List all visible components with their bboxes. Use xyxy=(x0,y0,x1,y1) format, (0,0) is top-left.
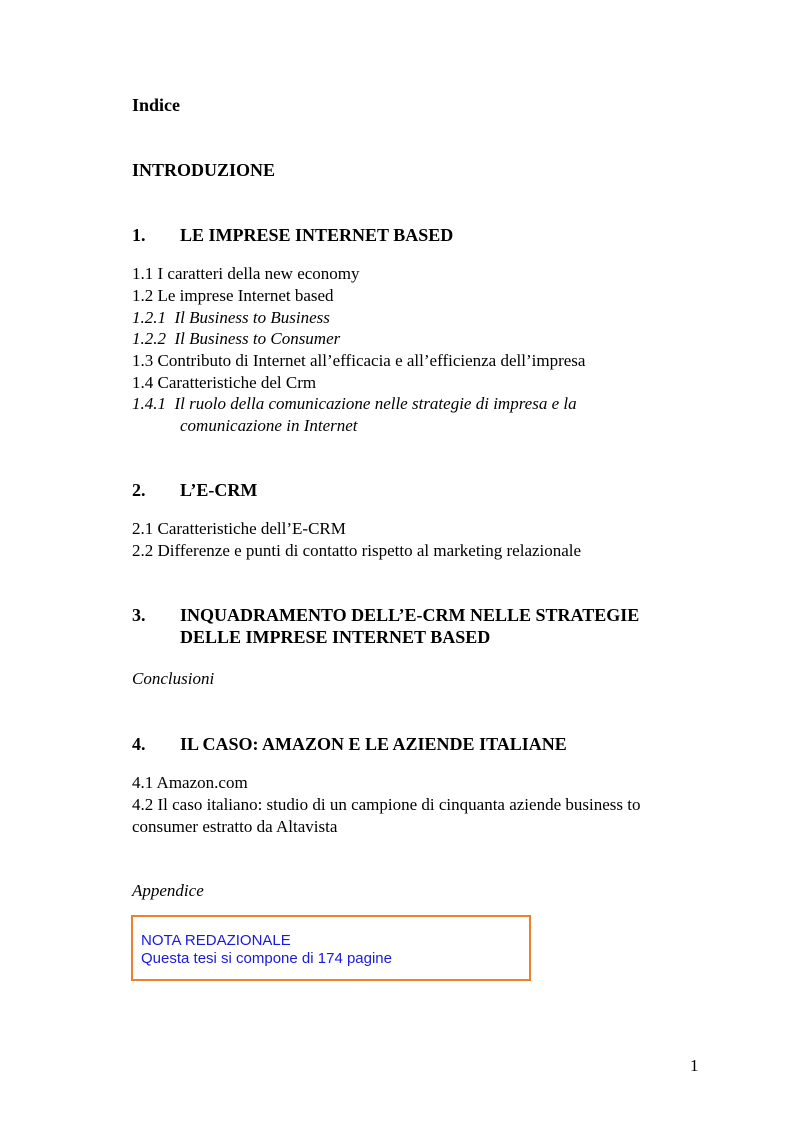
toc-entry-4-2-continued: consumer estratto da Altavista xyxy=(132,817,338,836)
section-4-title: IL CASO: AMAZON E LE AZIENDE ITALIANE xyxy=(180,734,567,754)
toc-entry-1-3: 1.3 Contributo di Internet all’efficacia e all’efficienza dell’impresa xyxy=(132,351,586,370)
section-3-title-line-1: INQUADRAMENTO DELL’E-CRM NELLE STRATEGIE xyxy=(180,605,640,625)
section-2-number: 2. xyxy=(132,480,146,500)
appendix-entry: Appendice xyxy=(132,881,204,900)
section-1-heading xyxy=(132,225,632,249)
page-number: 1 xyxy=(690,1056,699,1075)
section-3-number: 3. xyxy=(132,605,146,625)
editorial-note-text: Questa tesi si compone di 174 pagine xyxy=(141,950,392,967)
introduction-heading: INTRODUZIONE xyxy=(132,160,276,180)
section-3-heading xyxy=(132,605,692,653)
section-2-title: L’E-CRM xyxy=(180,480,258,500)
editorial-note-heading: NOTA REDAZIONALE xyxy=(141,932,291,949)
toc-entry-1-2: 1.2 Le imprese Internet based xyxy=(132,286,334,305)
section-2-heading xyxy=(132,480,632,504)
toc-entry-2-2: 2.2 Differenze e punti di contatto rispetto al marketing relazionale xyxy=(132,541,582,560)
toc-entry-1-1: 1.1 I caratteri della new economy xyxy=(132,264,360,283)
toc-entry-4-1: 4.1 Amazon.com xyxy=(132,773,248,792)
conclusions-entry: Conclusioni xyxy=(132,669,215,688)
section-4-number: 4. xyxy=(132,734,146,754)
editorial-note-box xyxy=(131,915,531,981)
toc-entry-1-4: 1.4 Caratteristiche del Crm xyxy=(132,373,317,392)
toc-entry-4-2: 4.2 Il caso italiano: studio di un campione di cinquanta aziende business to xyxy=(132,795,641,814)
index-title: Indice xyxy=(132,95,181,115)
toc-entry-1-4-1: 1.4.1 Il ruolo della comunicazione nelle strategie di impresa e la xyxy=(132,394,577,413)
toc-entry-1-4-1-continued: comunicazione in Internet xyxy=(180,416,358,435)
toc-entry-2-1: 2.1 Caratteristiche dell’E-CRM xyxy=(132,519,346,538)
section-1-title: LE IMPRESE INTERNET BASED xyxy=(180,225,454,245)
toc-entry-1-2-2: 1.2.2 Il Business to Consumer xyxy=(132,329,341,348)
toc-entry-1-2-1: 1.2.1 Il Business to Business xyxy=(132,308,330,327)
section-3-title-line-2: DELLE IMPRESE INTERNET BASED xyxy=(180,627,491,647)
section-4-heading xyxy=(132,734,692,758)
section-1-number: 1. xyxy=(132,225,146,245)
